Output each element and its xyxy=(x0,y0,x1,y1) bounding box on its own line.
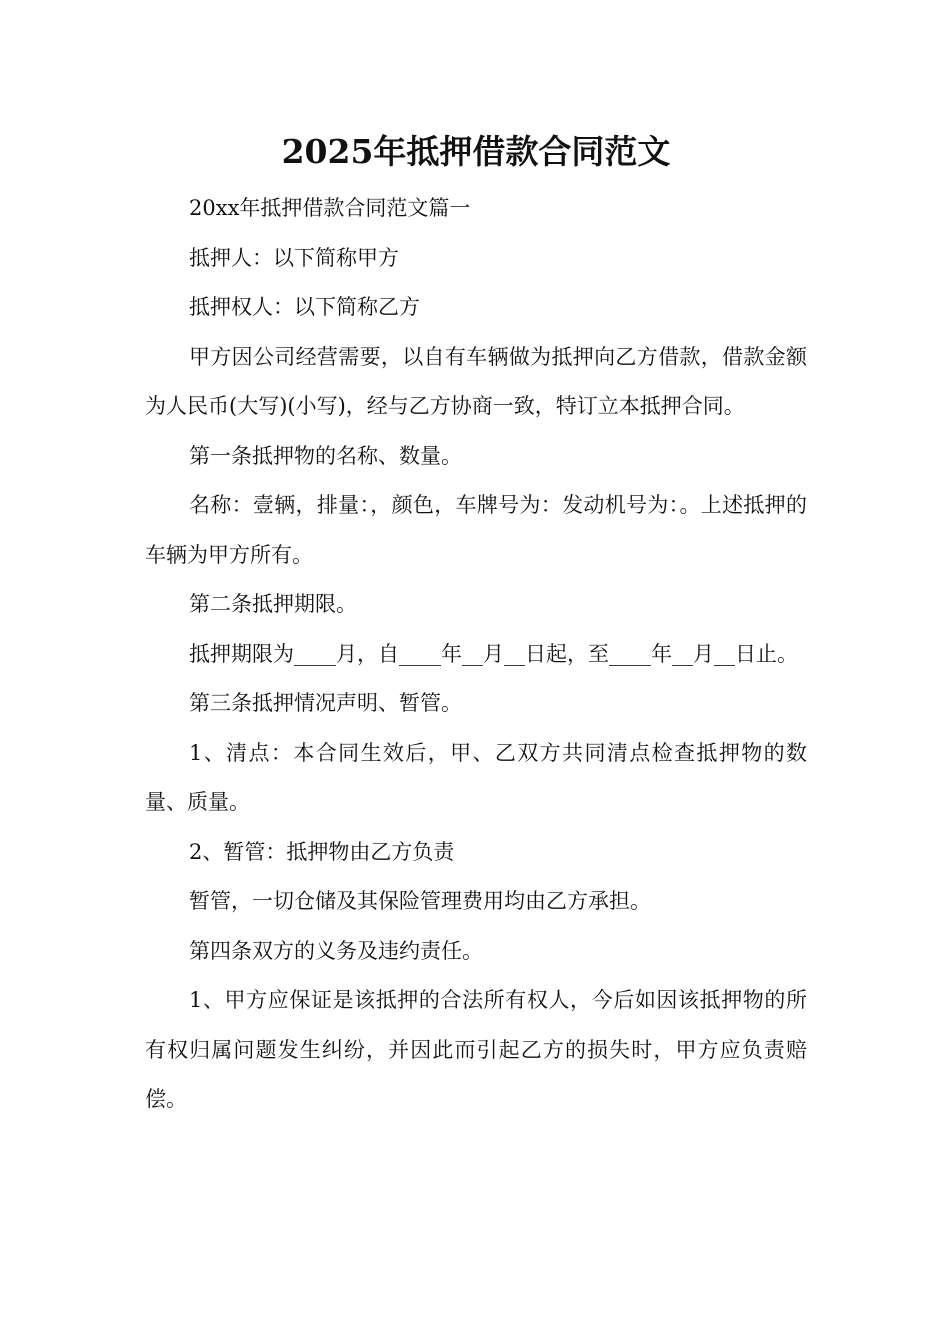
paragraph-preamble: 甲方因公司经营需要，以自有车辆做为抵押向乙方借款，借款金额为人民币(大写)(小写)，经与乙方协商一致，特订立本抵押合同。 xyxy=(145,344,807,418)
paragraph-article-1-body: 名称：壹辆，排量：，颜色，车牌号为：发动机号为：。上述抵押的车辆为甲方所有。 xyxy=(145,493,807,567)
paragraph-section-heading: 20xx年抵押借款合同范文篇一 xyxy=(189,196,471,220)
document-title: 2025年抵押借款合同范文 xyxy=(281,132,671,171)
paragraph-article-2-body: 抵押期限为____月，自____年__月__日起，至____年__月__日止。 xyxy=(189,641,798,666)
paragraph-article-3-item-2: 2、暂管：抵押物由乙方负责 xyxy=(189,839,455,864)
paragraph-article-3-item-2-cont: 暂管，一切仓储及其保险管理费用均由乙方承担。 xyxy=(189,889,651,913)
paragraph-article-3-heading: 第三条抵押情况声明、暂管。 xyxy=(189,691,462,715)
paragraph-article-1-heading: 第一条抵押物的名称、数量。 xyxy=(189,443,462,468)
paragraph-article-4-item-1: 1、甲方应保证是该抵押的合法所有权人，今后如因该抵押物的所有权归属问题发生纠纷，并因此而引起乙方的损失时，甲方应负责赔偿。 xyxy=(145,988,807,1111)
document-page xyxy=(145,128,807,1125)
paragraph-mortgagor: 抵押人：以下简称甲方 xyxy=(189,245,399,270)
paragraph-article-4-heading: 第四条双方的义务及违约责任。 xyxy=(189,938,483,963)
paragraph-article-2-heading: 第二条抵押期限。 xyxy=(189,592,357,616)
paragraph-mortgagee: 抵押权人：以下简称乙方 xyxy=(189,295,420,319)
paragraph-article-3-item-1: 1、清点：本合同生效后，甲、乙双方共同清点检查抵押物的数量、质量。 xyxy=(145,740,807,814)
